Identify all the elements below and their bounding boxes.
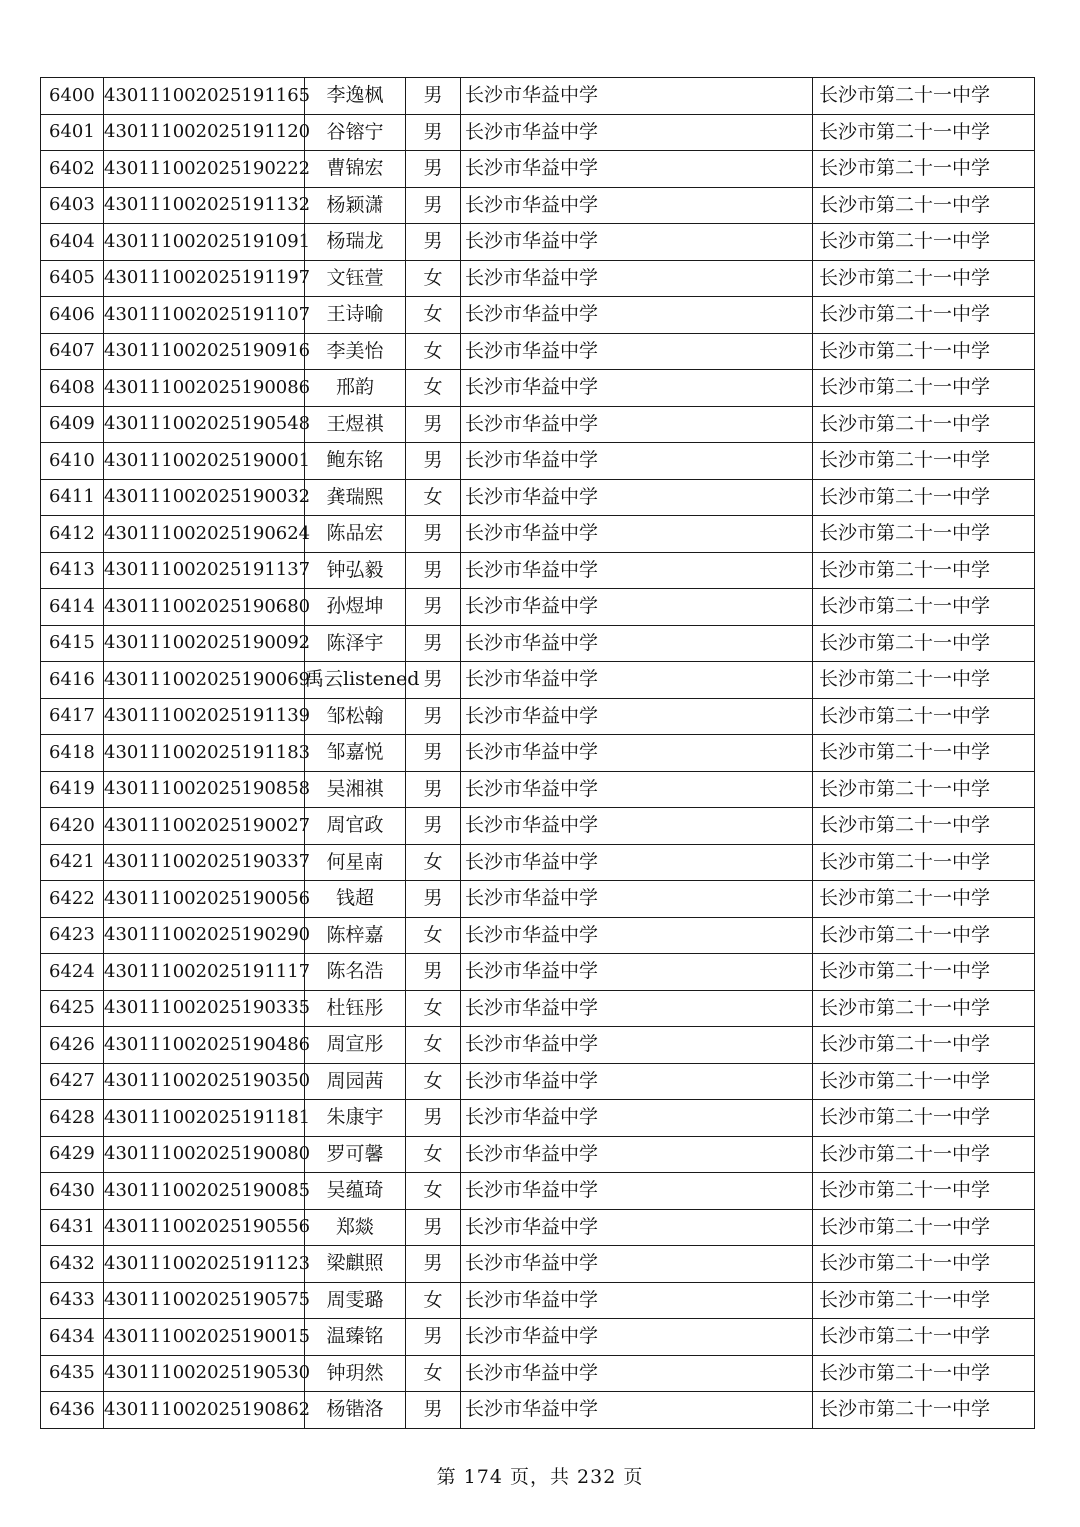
exam-id-cell: 430111002025191165 <box>104 78 305 115</box>
admitted-school-cell: 长沙市第二十一中学 <box>813 151 1035 188</box>
gender-cell: 男 <box>406 735 461 772</box>
admitted-school-cell: 长沙市第二十一中学 <box>813 297 1035 334</box>
seq-cell: 6400 <box>41 78 104 115</box>
exam-id-cell: 430111002025190556 <box>104 1209 305 1246</box>
gender-cell: 男 <box>406 1246 461 1283</box>
seq-cell: 6413 <box>41 552 104 589</box>
exam-id-cell: 430111002025191139 <box>104 698 305 735</box>
table-row <box>41 771 1035 808</box>
seq-cell: 6416 <box>41 662 104 699</box>
student-name-cell: 王诗喻 <box>305 297 406 334</box>
seq-cell: 6425 <box>41 990 104 1027</box>
seq-cell: 6427 <box>41 1063 104 1100</box>
admitted-school-cell: 长沙市第二十一中学 <box>813 1355 1035 1392</box>
student-name-cell: 钟玥然 <box>305 1355 406 1392</box>
table-row <box>41 1063 1035 1100</box>
admitted-school-cell: 长沙市第二十一中学 <box>813 954 1035 991</box>
admitted-school-cell: 长沙市第二十一中学 <box>813 1319 1035 1356</box>
gender-cell: 女 <box>406 1282 461 1319</box>
table-row <box>41 1027 1035 1064</box>
seq-cell: 6422 <box>41 881 104 918</box>
student-name-cell: 杨瑞龙 <box>305 224 406 261</box>
student-name-cell: 吴蕴琦 <box>305 1173 406 1210</box>
admitted-school-cell: 长沙市第二十一中学 <box>813 771 1035 808</box>
table-row <box>41 808 1035 845</box>
seq-cell: 6414 <box>41 589 104 626</box>
gender-cell: 男 <box>406 662 461 699</box>
exam-id-cell: 430111002025190092 <box>104 625 305 662</box>
admitted-school-cell: 长沙市第二十一中学 <box>813 114 1035 151</box>
graduating-school-cell: 长沙市华益中学 <box>461 844 813 881</box>
seq-cell: 6419 <box>41 771 104 808</box>
graduating-school-cell: 长沙市华益中学 <box>461 187 813 224</box>
graduating-school-cell: 长沙市华益中学 <box>461 1209 813 1246</box>
graduating-school-cell: 长沙市华益中学 <box>461 662 813 699</box>
gender-cell: 男 <box>406 625 461 662</box>
graduating-school-cell: 长沙市华益中学 <box>461 114 813 151</box>
seq-cell: 6417 <box>41 698 104 735</box>
graduating-school-cell: 长沙市华益中学 <box>461 1282 813 1319</box>
exam-id-cell: 430111002025191107 <box>104 297 305 334</box>
exam-id-cell: 430111002025191181 <box>104 1100 305 1137</box>
student-name-cell: 周雯璐 <box>305 1282 406 1319</box>
student-name-cell: 孙煜坤 <box>305 589 406 626</box>
graduating-school-cell: 长沙市华益中学 <box>461 297 813 334</box>
student-name-cell: 邹松翰 <box>305 698 406 735</box>
table-row <box>41 735 1035 772</box>
admitted-school-cell: 长沙市第二十一中学 <box>813 1100 1035 1137</box>
table-row <box>41 1392 1035 1429</box>
seq-cell: 6406 <box>41 297 104 334</box>
table-row <box>41 260 1035 297</box>
graduating-school-cell: 长沙市华益中学 <box>461 735 813 772</box>
admitted-school-cell: 长沙市第二十一中学 <box>813 1282 1035 1319</box>
gender-cell: 女 <box>406 1355 461 1392</box>
table-row <box>41 1355 1035 1392</box>
gender-cell: 男 <box>406 406 461 443</box>
table-row <box>41 370 1035 407</box>
student-name-cell: 何星南 <box>305 844 406 881</box>
exam-id-cell: 430111002025190290 <box>104 917 305 954</box>
exam-id-cell: 430111002025191132 <box>104 187 305 224</box>
seq-cell: 6402 <box>41 151 104 188</box>
student-name-cell: 钟弘毅 <box>305 552 406 589</box>
admitted-school-cell: 长沙市第二十一中学 <box>813 78 1035 115</box>
student-name-cell: 陈名浩 <box>305 954 406 991</box>
seq-cell: 6434 <box>41 1319 104 1356</box>
exam-id-cell: 430111002025191137 <box>104 552 305 589</box>
exam-id-cell: 430111002025191123 <box>104 1246 305 1283</box>
exam-id-cell: 430111002025190027 <box>104 808 305 845</box>
table-row <box>41 224 1035 261</box>
seq-cell: 6433 <box>41 1282 104 1319</box>
table-row <box>41 1100 1035 1137</box>
seq-cell: 6429 <box>41 1136 104 1173</box>
exam-id-cell: 430111002025190086 <box>104 370 305 407</box>
table-row <box>41 698 1035 735</box>
graduating-school-cell: 长沙市华益中学 <box>461 917 813 954</box>
graduating-school-cell: 长沙市华益中学 <box>461 1173 813 1210</box>
table-row <box>41 625 1035 662</box>
admission-table <box>40 77 1035 1429</box>
table-row <box>41 1246 1035 1283</box>
gender-cell: 男 <box>406 808 461 845</box>
exam-id-cell: 430111002025190085 <box>104 1173 305 1210</box>
gender-cell: 男 <box>406 187 461 224</box>
table-row <box>41 297 1035 334</box>
student-name-cell: 王煜祺 <box>305 406 406 443</box>
graduating-school-cell: 长沙市华益中学 <box>461 1246 813 1283</box>
student-name-cell: 邢韵 <box>305 370 406 407</box>
admitted-school-cell: 长沙市第二十一中学 <box>813 662 1035 699</box>
seq-cell: 6431 <box>41 1209 104 1246</box>
seq-cell: 6421 <box>41 844 104 881</box>
exam-id-cell: 430111002025191091 <box>104 224 305 261</box>
page-number: 第 174 页，共 232 页 <box>436 1466 644 1488</box>
student-name-cell: 龚瑞熙 <box>305 479 406 516</box>
seq-cell: 6403 <box>41 187 104 224</box>
admitted-school-cell: 长沙市第二十一中学 <box>813 260 1035 297</box>
gender-cell: 女 <box>406 1027 461 1064</box>
exam-id-cell: 430111002025190350 <box>104 1063 305 1100</box>
table-row <box>41 516 1035 553</box>
gender-cell: 男 <box>406 443 461 480</box>
student-name-cell: 周园茜 <box>305 1063 406 1100</box>
admitted-school-cell: 长沙市第二十一中学 <box>813 1136 1035 1173</box>
exam-id-cell: 430111002025190624 <box>104 516 305 553</box>
student-name-cell: 朱康宇 <box>305 1100 406 1137</box>
admitted-school-cell: 长沙市第二十一中学 <box>813 224 1035 261</box>
graduating-school-cell: 长沙市华益中学 <box>461 771 813 808</box>
graduating-school-cell: 长沙市华益中学 <box>461 990 813 1027</box>
table-row <box>41 990 1035 1027</box>
gender-cell: 男 <box>406 151 461 188</box>
table-row <box>41 187 1035 224</box>
student-name-cell: 周官政 <box>305 808 406 845</box>
gender-cell: 男 <box>406 516 461 553</box>
graduating-school-cell: 长沙市华益中学 <box>461 1027 813 1064</box>
student-name-cell: 梁麒照 <box>305 1246 406 1283</box>
gender-cell: 女 <box>406 1136 461 1173</box>
student-name-cell: 谷镕宁 <box>305 114 406 151</box>
student-name-cell: 李美怡 <box>305 333 406 370</box>
table-row <box>41 114 1035 151</box>
gender-cell: 男 <box>406 224 461 261</box>
graduating-school-cell: 长沙市华益中学 <box>461 151 813 188</box>
exam-id-cell: 430111002025190032 <box>104 479 305 516</box>
graduating-school-cell: 长沙市华益中学 <box>461 516 813 553</box>
admitted-school-cell: 长沙市第二十一中学 <box>813 589 1035 626</box>
admitted-school-cell: 长沙市第二十一中学 <box>813 990 1035 1027</box>
exam-id-cell: 430111002025191183 <box>104 735 305 772</box>
gender-cell: 男 <box>406 954 461 991</box>
gender-cell: 男 <box>406 78 461 115</box>
table-row <box>41 479 1035 516</box>
graduating-school-cell: 长沙市华益中学 <box>461 224 813 261</box>
graduating-school-cell: 长沙市华益中学 <box>461 625 813 662</box>
exam-id-cell: 430111002025190080 <box>104 1136 305 1173</box>
seq-cell: 6404 <box>41 224 104 261</box>
gender-cell: 女 <box>406 990 461 1027</box>
admitted-school-cell: 长沙市第二十一中学 <box>813 552 1035 589</box>
table-row <box>41 589 1035 626</box>
gender-cell: 女 <box>406 333 461 370</box>
gender-cell: 女 <box>406 1063 461 1100</box>
seq-cell: 6401 <box>41 114 104 151</box>
graduating-school-cell: 长沙市华益中学 <box>461 1136 813 1173</box>
seq-cell: 6418 <box>41 735 104 772</box>
table-row <box>41 954 1035 991</box>
student-name-cell: 邹嘉悦 <box>305 735 406 772</box>
seq-cell: 6411 <box>41 479 104 516</box>
exam-id-cell: 430111002025191117 <box>104 954 305 991</box>
exam-id-cell: 430111002025191197 <box>104 260 305 297</box>
exam-id-cell: 430111002025190530 <box>104 1355 305 1392</box>
table-row <box>41 552 1035 589</box>
exam-id-cell: 430111002025190858 <box>104 771 305 808</box>
admitted-school-cell: 长沙市第二十一中学 <box>813 735 1035 772</box>
graduating-school-cell: 长沙市华益中学 <box>461 1319 813 1356</box>
student-name-cell: 周宣彤 <box>305 1027 406 1064</box>
graduating-school-cell: 长沙市华益中学 <box>461 1355 813 1392</box>
seq-cell: 6409 <box>41 406 104 443</box>
exam-id-cell: 430111002025190001 <box>104 443 305 480</box>
gender-cell: 女 <box>406 260 461 297</box>
gender-cell: 男 <box>406 1100 461 1137</box>
admitted-school-cell: 长沙市第二十一中学 <box>813 698 1035 735</box>
graduating-school-cell: 长沙市华益中学 <box>461 552 813 589</box>
gender-cell: 男 <box>406 114 461 151</box>
seq-cell: 6415 <box>41 625 104 662</box>
graduating-school-cell: 长沙市华益中学 <box>461 954 813 991</box>
seq-cell: 6436 <box>41 1392 104 1429</box>
seq-cell: 6432 <box>41 1246 104 1283</box>
table-row <box>41 1136 1035 1173</box>
seq-cell: 6435 <box>41 1355 104 1392</box>
seq-cell: 6407 <box>41 333 104 370</box>
seq-cell: 6405 <box>41 260 104 297</box>
graduating-school-cell: 长沙市华益中学 <box>461 78 813 115</box>
student-name-cell: 郑燚 <box>305 1209 406 1246</box>
table-row <box>41 151 1035 188</box>
seq-cell: 6420 <box>41 808 104 845</box>
student-name-cell: 杨锴洛 <box>305 1392 406 1429</box>
exam-id-cell: 430111002025190337 <box>104 844 305 881</box>
exam-id-cell: 430111002025190680 <box>104 589 305 626</box>
student-name-cell: 曹锦宏 <box>305 151 406 188</box>
admitted-school-cell: 长沙市第二十一中学 <box>813 370 1035 407</box>
seq-cell: 6410 <box>41 443 104 480</box>
admitted-school-cell: 长沙市第二十一中学 <box>813 516 1035 553</box>
admitted-school-cell: 长沙市第二十一中学 <box>813 881 1035 918</box>
table-row <box>41 662 1035 699</box>
exam-id-cell: 430111002025190056 <box>104 881 305 918</box>
exam-id-cell: 430111002025190335 <box>104 990 305 1027</box>
gender-cell: 男 <box>406 552 461 589</box>
admitted-school-cell: 长沙市第二十一中学 <box>813 443 1035 480</box>
admitted-school-cell: 长沙市第二十一中学 <box>813 406 1035 443</box>
admitted-school-cell: 长沙市第二十一中学 <box>813 1063 1035 1100</box>
exam-id-cell: 430111002025190222 <box>104 151 305 188</box>
table-row <box>41 1319 1035 1356</box>
admitted-school-cell: 长沙市第二十一中学 <box>813 1246 1035 1283</box>
student-name-cell: 吴湘祺 <box>305 771 406 808</box>
seq-cell: 6424 <box>41 954 104 991</box>
table-row <box>41 844 1035 881</box>
table-body <box>41 78 1035 1429</box>
exam-id-cell: 430111002025190862 <box>104 1392 305 1429</box>
exam-id-cell: 430111002025190015 <box>104 1319 305 1356</box>
admitted-school-cell: 长沙市第二十一中学 <box>813 1173 1035 1210</box>
student-name-cell: 陈泽宇 <box>305 625 406 662</box>
exam-id-cell: 430111002025190486 <box>104 1027 305 1064</box>
exam-id-cell: 430111002025190548 <box>104 406 305 443</box>
graduating-school-cell: 长沙市华益中学 <box>461 1100 813 1137</box>
gender-cell: 女 <box>406 917 461 954</box>
admitted-school-cell: 长沙市第二十一中学 <box>813 187 1035 224</box>
admitted-school-cell: 长沙市第二十一中学 <box>813 1027 1035 1064</box>
table-row <box>41 1209 1035 1246</box>
gender-cell: 女 <box>406 370 461 407</box>
graduating-school-cell: 长沙市华益中学 <box>461 260 813 297</box>
seq-cell: 6426 <box>41 1027 104 1064</box>
graduating-school-cell: 长沙市华益中学 <box>461 698 813 735</box>
graduating-school-cell: 长沙市华益中学 <box>461 1063 813 1100</box>
gender-cell: 男 <box>406 698 461 735</box>
admitted-school-cell: 长沙市第二十一中学 <box>813 1209 1035 1246</box>
seq-cell: 6428 <box>41 1100 104 1137</box>
admitted-school-cell: 长沙市第二十一中学 <box>813 479 1035 516</box>
student-name-cell: 罗可馨 <box>305 1136 406 1173</box>
admitted-school-cell: 长沙市第二十一中学 <box>813 808 1035 845</box>
graduating-school-cell: 长沙市华益中学 <box>461 333 813 370</box>
table-row <box>41 881 1035 918</box>
exam-id-cell: 430111002025190069 <box>104 662 305 699</box>
graduating-school-cell: 长沙市华益中学 <box>461 1392 813 1429</box>
table-row <box>41 1173 1035 1210</box>
gender-cell: 男 <box>406 771 461 808</box>
student-name-cell: 杜钰彤 <box>305 990 406 1027</box>
student-name-cell: 文钰萱 <box>305 260 406 297</box>
graduating-school-cell: 长沙市华益中学 <box>461 808 813 845</box>
exam-id-cell: 430111002025190575 <box>104 1282 305 1319</box>
graduating-school-cell: 长沙市华益中学 <box>461 881 813 918</box>
gender-cell: 女 <box>406 1173 461 1210</box>
admitted-school-cell: 长沙市第二十一中学 <box>813 844 1035 881</box>
gender-cell: 女 <box>406 297 461 334</box>
graduating-school-cell: 长沙市华益中学 <box>461 589 813 626</box>
table-row <box>41 406 1035 443</box>
gender-cell: 女 <box>406 479 461 516</box>
gender-cell: 男 <box>406 1209 461 1246</box>
seq-cell: 6430 <box>41 1173 104 1210</box>
gender-cell: 男 <box>406 1392 461 1429</box>
graduating-school-cell: 长沙市华益中学 <box>461 443 813 480</box>
exam-id-cell: 430111002025191120 <box>104 114 305 151</box>
exam-id-cell: 430111002025190916 <box>104 333 305 370</box>
student-name-cell: 禹云listened <box>305 662 406 699</box>
seq-cell: 6423 <box>41 917 104 954</box>
table-row <box>41 333 1035 370</box>
gender-cell: 男 <box>406 881 461 918</box>
table-row <box>41 917 1035 954</box>
graduating-school-cell: 长沙市华益中学 <box>461 370 813 407</box>
gender-cell: 女 <box>406 844 461 881</box>
gender-cell: 男 <box>406 1319 461 1356</box>
table-row <box>41 78 1035 115</box>
admitted-school-cell: 长沙市第二十一中学 <box>813 625 1035 662</box>
student-name-cell: 杨颖潇 <box>305 187 406 224</box>
seq-cell: 6408 <box>41 370 104 407</box>
student-name-cell: 钱超 <box>305 881 406 918</box>
student-name-cell: 陈品宏 <box>305 516 406 553</box>
gender-cell: 男 <box>406 589 461 626</box>
admitted-school-cell: 长沙市第二十一中学 <box>813 1392 1035 1429</box>
student-name-cell: 李逸枫 <box>305 78 406 115</box>
table-row <box>41 1282 1035 1319</box>
student-name-cell: 温臻铭 <box>305 1319 406 1356</box>
seq-cell: 6412 <box>41 516 104 553</box>
graduating-school-cell: 长沙市华益中学 <box>461 479 813 516</box>
table-row <box>41 443 1035 480</box>
admitted-school-cell: 长沙市第二十一中学 <box>813 917 1035 954</box>
graduating-school-cell: 长沙市华益中学 <box>461 406 813 443</box>
admitted-school-cell: 长沙市第二十一中学 <box>813 333 1035 370</box>
student-name-cell: 鲍东铭 <box>305 443 406 480</box>
student-name-cell: 陈梓嘉 <box>305 917 406 954</box>
